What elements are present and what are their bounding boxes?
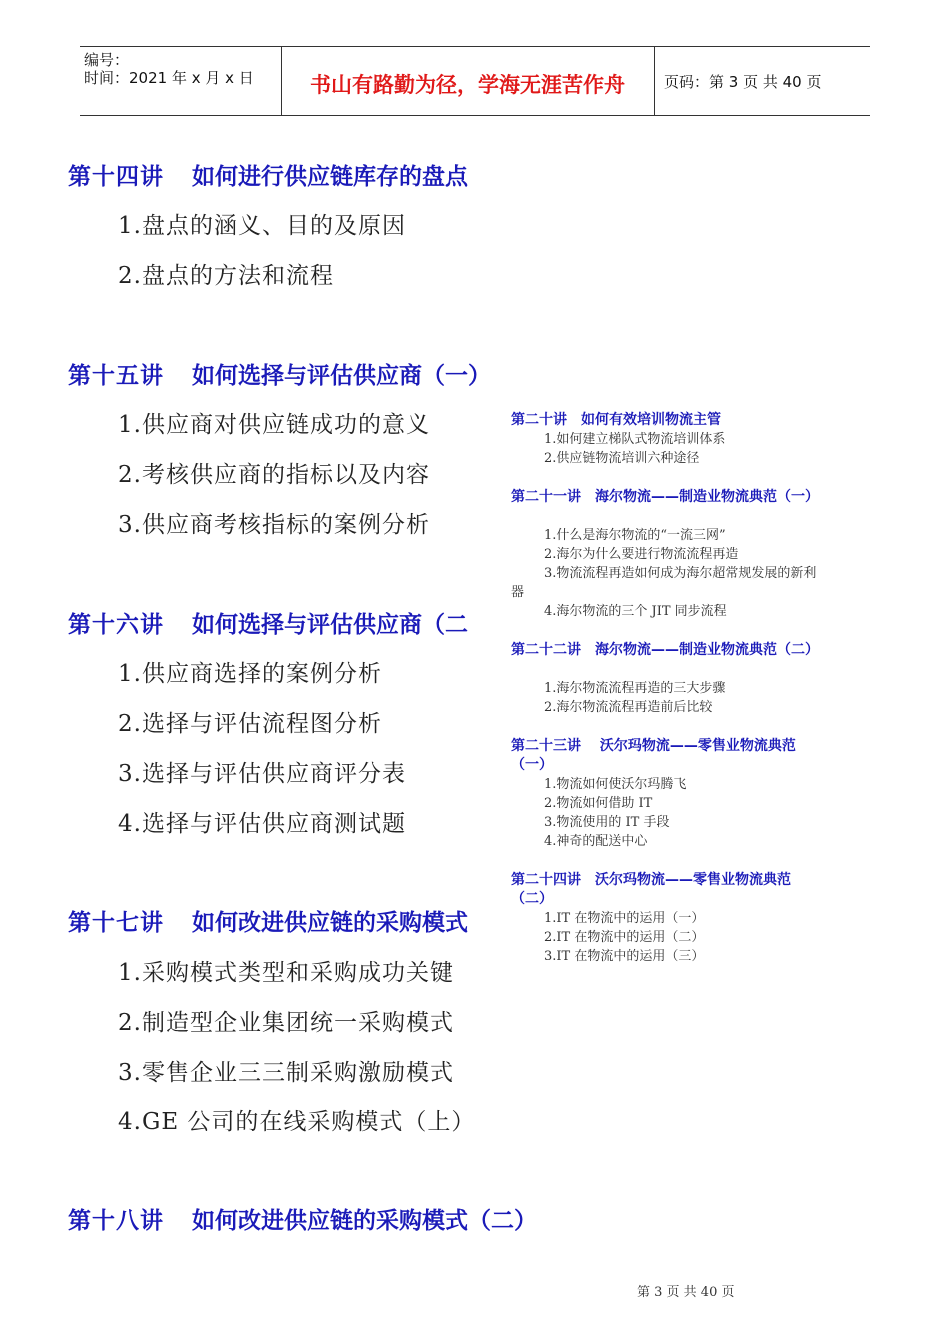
lecture-heading: 第十四讲 如何进行供应链库存的盘点 [68, 164, 468, 190]
lecture-item: 2.盘点的方法和流程 [118, 263, 334, 289]
side-lecture-heading: 第二十四讲 沃尔玛物流——零售业物流典范（二） [511, 872, 791, 907]
motto: 书山有路勤为径，学海无涯苦作舟 [310, 73, 625, 97]
lecture-item: 1.盘点的涵义、目的及原因 [118, 213, 406, 239]
time-label: 时间：2021 年 x 月 x 日 [84, 69, 254, 87]
lecture-item: 2.考核供应商的指标以及内容 [118, 462, 430, 488]
lecture-item: 4.选择与评估供应商测试题 [118, 811, 406, 837]
lecture-item: 3.零售企业三三制采购激励模式 [118, 1060, 454, 1086]
lecture-heading: 第十八讲 如何改进供应链的采购模式（二） [68, 1208, 537, 1234]
side-lecture-item: 2.供应链物流培训六种途径 [544, 451, 700, 466]
page-footer: 第 3 页 共 40 页 [637, 1285, 735, 1300]
side-lecture-item: 1.IT 在物流中的运用（一） [544, 911, 705, 926]
side-lecture-item: 3.IT 在物流中的运用（三） [544, 949, 705, 964]
lecture-heading: 第十五讲 如何选择与评估供应商（一） [68, 363, 491, 389]
side-lecture-item: 3.物流使用的 IT 手段 [544, 815, 670, 830]
side-lecture-item: 2.海尔为什么要进行物流流程再造 [544, 547, 739, 562]
page-info: 页码：第 3 页 共 40 页 [664, 73, 822, 91]
side-lecture-heading: 第二十讲 如何有效培训物流主管 [511, 412, 721, 428]
side-lecture-item: 2.物流如何借助 IT [544, 796, 653, 811]
side-lecture-item: 1.什么是海尔物流的“一流三网” [544, 528, 726, 543]
lecture-item: 3.供应商考核指标的案例分析 [118, 512, 430, 538]
side-lecture-item: 2.海尔物流流程再造前后比较 [544, 700, 713, 715]
side-lecture-heading: 第二十二讲 海尔物流——制造业物流典范（二） [511, 642, 819, 658]
side-lecture-heading: 第二十一讲 海尔物流——制造业物流典范（一） [511, 489, 819, 505]
lecture-heading: 第十六讲 如何选择与评估供应商（二 [68, 612, 468, 638]
page-header [80, 46, 870, 116]
side-lecture-item: 2.IT 在物流中的运用（二） [544, 930, 705, 945]
side-lecture-heading: 第二十三讲 沃尔玛物流——零售业物流典范（一） [511, 738, 796, 773]
lecture-heading: 第十七讲 如何改进供应链的采购模式 [68, 910, 468, 936]
lecture-item: 2.制造型企业集团统一采购模式 [118, 1010, 454, 1036]
side-lecture-item: 4.神奇的配送中心 [544, 834, 648, 849]
lecture-item: 1.供应商对供应链成功的意义 [118, 412, 430, 438]
side-lecture-item: 1.如何建立梯队式物流培训体系 [544, 432, 726, 447]
lecture-item: 4.GE 公司的在线采购模式（上） [118, 1109, 476, 1135]
lecture-item: 3.选择与评估供应商评分表 [118, 761, 406, 787]
side-lecture-item: 1.海尔物流流程再造的三大步骤 [544, 681, 726, 696]
side-lecture-item: 3.物流流程再造如何成为海尔超常规发展的新利器 [511, 566, 817, 600]
divider [654, 47, 655, 115]
code-label: 编号： [84, 51, 130, 69]
side-lecture-item: 1.物流如何使沃尔玛腾飞 [544, 777, 687, 792]
lecture-item: 2.选择与评估流程图分析 [118, 711, 382, 737]
lecture-item: 1.供应商选择的案例分析 [118, 661, 382, 687]
side-lecture-item: 4.海尔物流的三个 JIT 同步流程 [544, 604, 727, 619]
lecture-item: 1.采购模式类型和采购成功关键 [118, 960, 454, 986]
header-meta [84, 51, 254, 87]
